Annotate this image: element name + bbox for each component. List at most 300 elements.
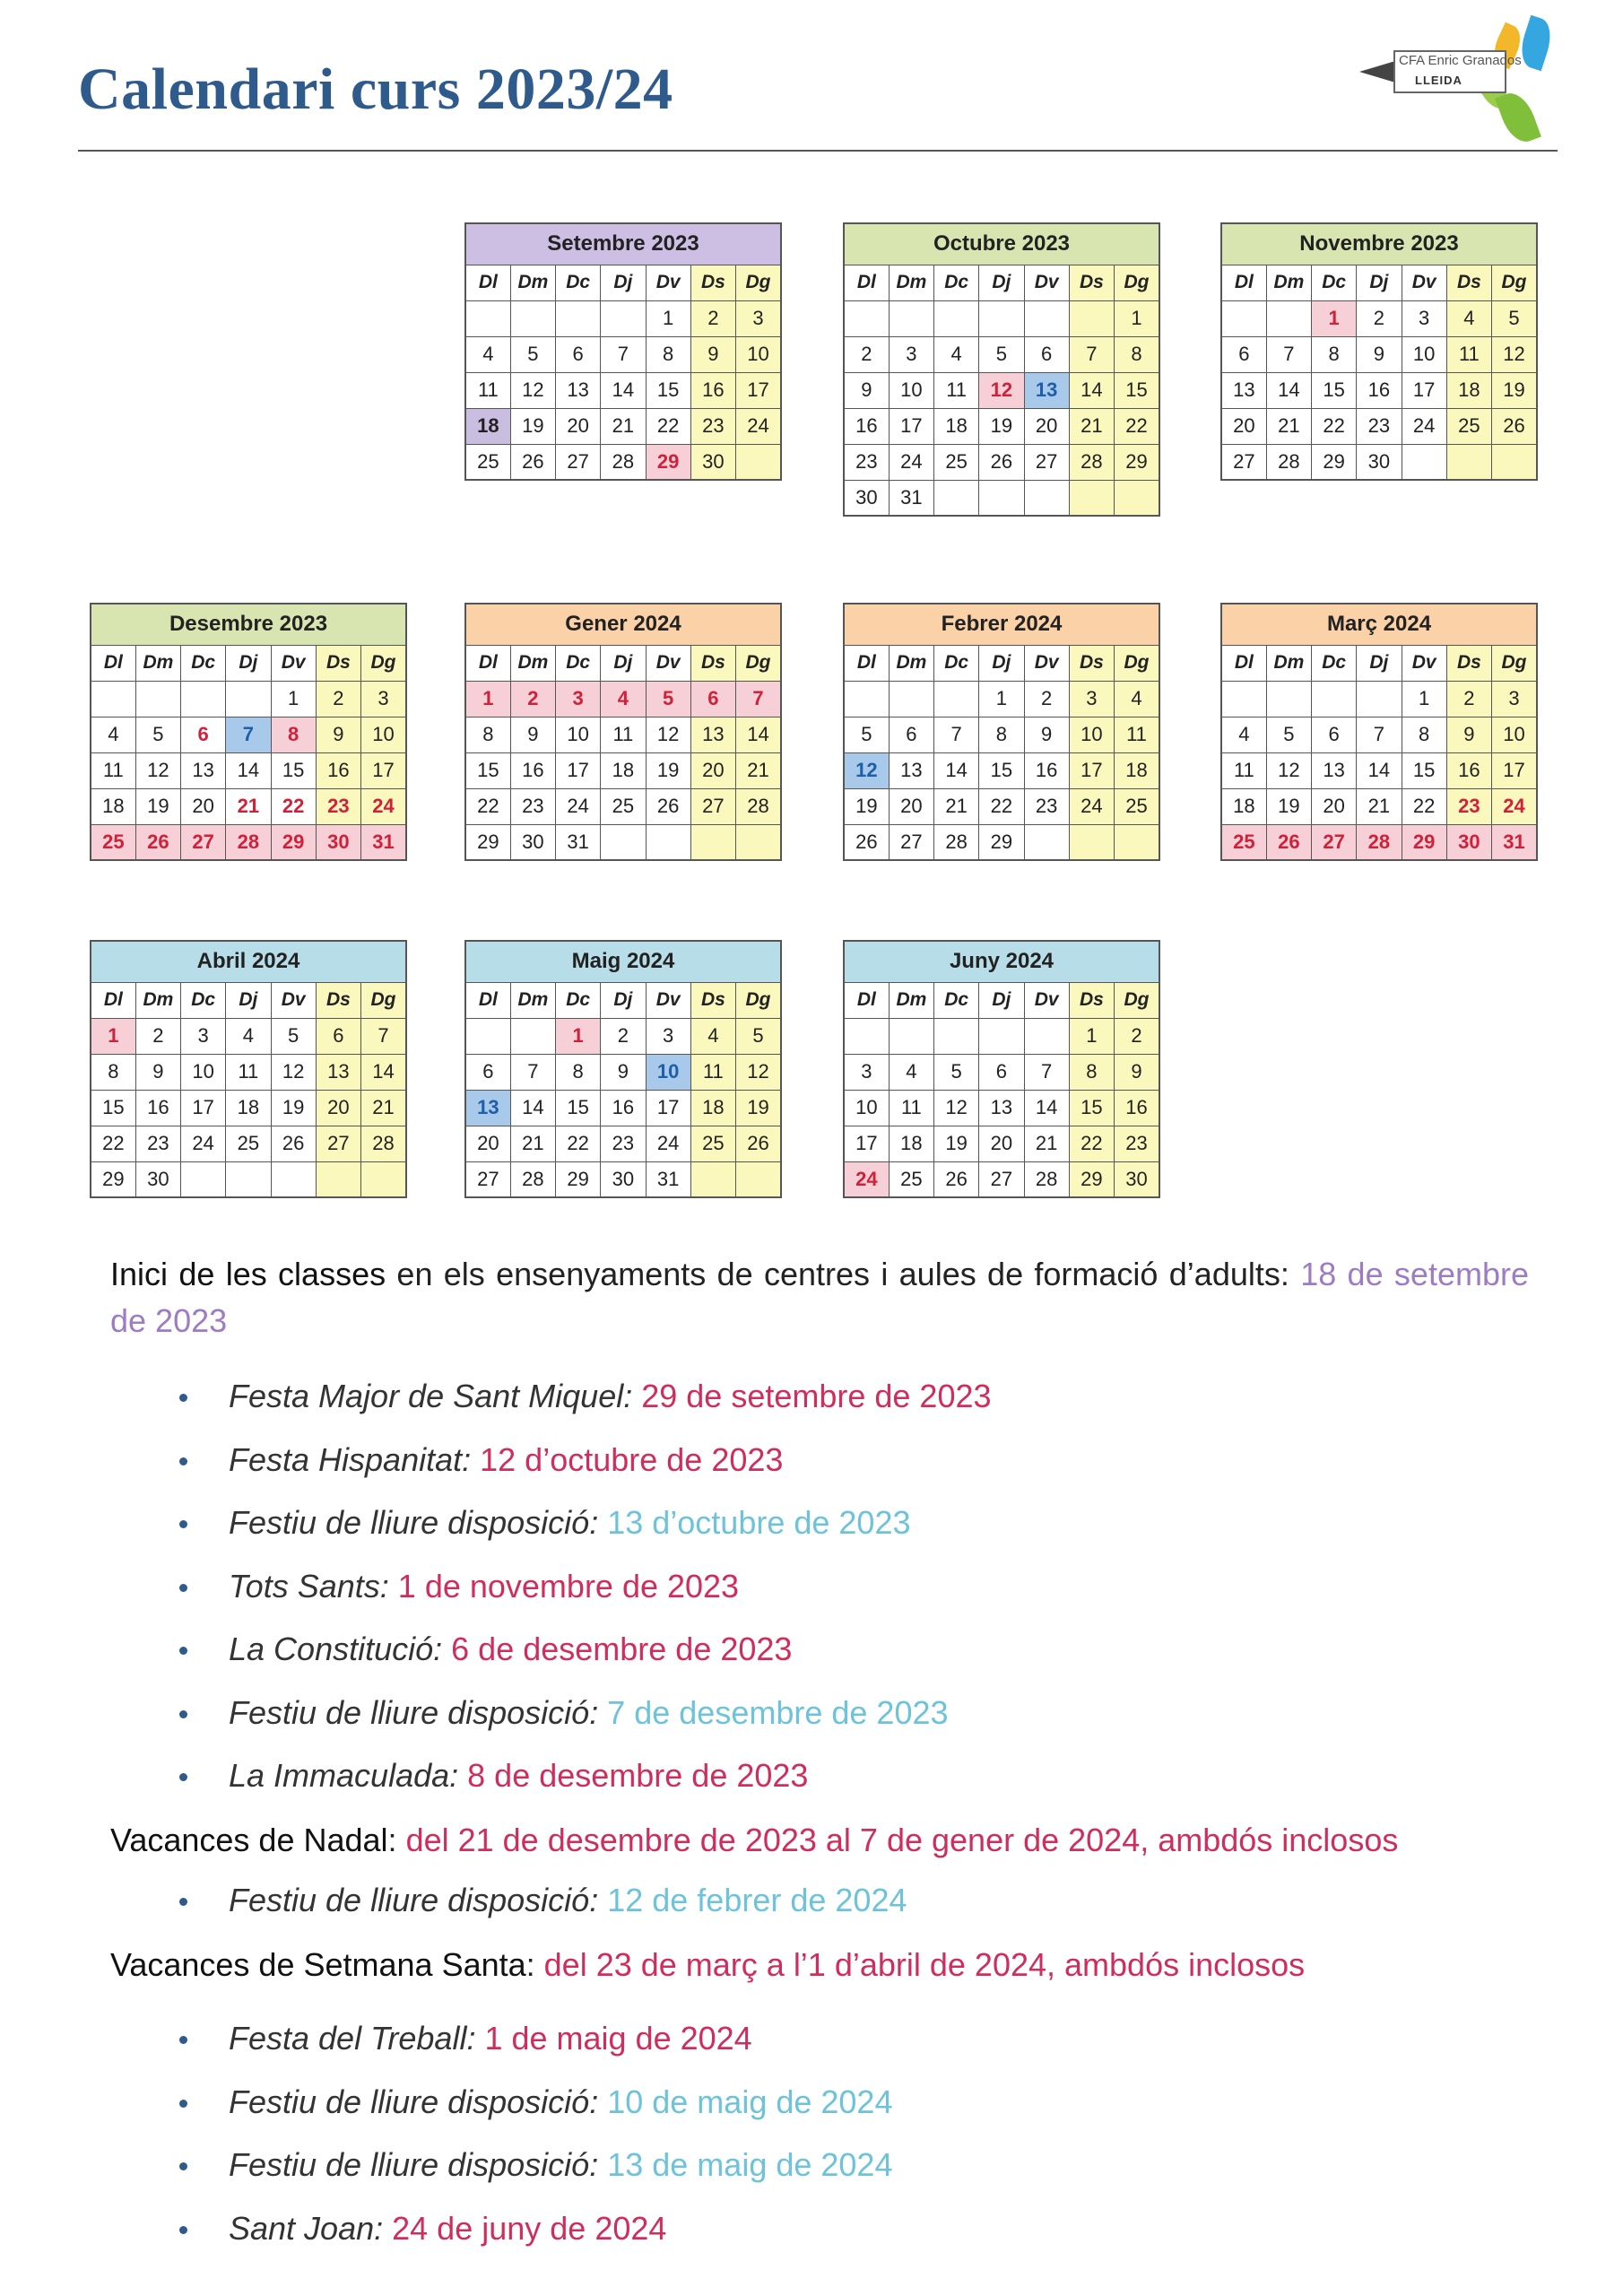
month-title: Octubre 2023 — [844, 223, 1159, 265]
christmas-dates: del 21 de desembre de 2023 al 7 de gener de 2024, ambdós inclosos — [405, 1822, 1399, 1858]
weekday-label: Dc — [1312, 265, 1357, 300]
day-cell: 23 — [1446, 788, 1491, 824]
weekday-label: Dc — [934, 265, 979, 300]
month-title: Setembre 2023 — [465, 223, 781, 265]
week-row — [844, 824, 1159, 860]
day-cell: 7 — [1024, 1054, 1069, 1090]
day-cell: 19 — [646, 752, 690, 788]
day-cell: 14 — [601, 372, 646, 408]
day-cell: 11 — [465, 372, 510, 408]
week-row — [1221, 372, 1537, 408]
week-row — [1221, 717, 1537, 752]
weekday-label: Dc — [934, 645, 979, 681]
empty-day-cell — [934, 681, 979, 717]
day-cell: 4 — [1221, 717, 1266, 752]
day-cell: 15 — [271, 752, 316, 788]
day-cell: 13 — [979, 1090, 1024, 1126]
weekday-label: Dm — [510, 982, 555, 1018]
day-cell: 10 — [1402, 336, 1446, 372]
day-cell: 2 — [510, 681, 555, 717]
weekday-label: Dv — [271, 982, 316, 1018]
day-cell: 15 — [1312, 372, 1357, 408]
day-cell: 29 — [271, 824, 316, 860]
weekday-label: Dl — [844, 982, 889, 1018]
day-cell: 22 — [1115, 408, 1160, 444]
day-cell: 13 — [1312, 752, 1357, 788]
green-leaf-icon — [1495, 88, 1541, 147]
day-cell: 12 — [736, 1054, 782, 1090]
empty-day-cell — [1492, 444, 1538, 480]
weekday-label: Ds — [690, 982, 735, 1018]
day-cell: 3 — [889, 336, 933, 372]
day-cell: 25 — [690, 1126, 735, 1161]
day-cell: 11 — [226, 1054, 271, 1090]
day-cell: 28 — [1266, 444, 1311, 480]
day-cell: 15 — [465, 752, 510, 788]
holiday-name: Festiu de lliure disposició: — [229, 2146, 599, 2183]
day-cell: 11 — [601, 717, 646, 752]
day-cell: 20 — [690, 752, 735, 788]
week-row — [465, 300, 781, 336]
day-cell: 29 — [1069, 1161, 1114, 1197]
week-row — [844, 1054, 1159, 1090]
holiday-date: 29 de setembre de 2023 — [641, 1378, 992, 1414]
day-cell: 9 — [601, 1054, 646, 1090]
day-cell: 23 — [601, 1126, 646, 1161]
day-cell: 14 — [226, 752, 271, 788]
empty-day-cell — [646, 824, 690, 860]
day-cell: 28 — [1069, 444, 1114, 480]
weekday-label: Dg — [361, 982, 407, 1018]
empty-day-cell — [1024, 300, 1069, 336]
weekday-label: Dv — [646, 982, 690, 1018]
day-cell: 31 — [889, 480, 933, 516]
logo-line2: LLEIDA — [1415, 74, 1462, 87]
day-cell: 15 — [1115, 372, 1160, 408]
empty-day-cell — [1266, 681, 1311, 717]
week-row — [91, 752, 406, 788]
week-row — [844, 788, 1159, 824]
day-cell: 23 — [1357, 408, 1402, 444]
week-row — [844, 717, 1159, 752]
blue-leaf-icon — [1515, 15, 1557, 72]
day-cell: 14 — [1266, 372, 1311, 408]
weekday-label: Dj — [226, 982, 271, 1018]
weekday-label: Dg — [1115, 645, 1160, 681]
empty-day-cell — [316, 1161, 360, 1197]
weekday-label: Dl — [844, 645, 889, 681]
day-cell: 5 — [135, 717, 180, 752]
day-cell: 6 — [690, 681, 735, 717]
day-cell: 12 — [646, 717, 690, 752]
day-cell: 18 — [934, 408, 979, 444]
day-cell: 5 — [934, 1054, 979, 1090]
day-cell: 16 — [844, 408, 889, 444]
course-start-date: 18 de setembre de 2023 — [110, 1256, 1529, 1339]
day-cell: 5 — [844, 717, 889, 752]
day-cell: 1 — [91, 1018, 135, 1054]
empty-day-cell — [889, 1018, 933, 1054]
day-cell: 29 — [465, 824, 510, 860]
month-title: Gener 2024 — [465, 604, 781, 645]
weekday-label: Dm — [1266, 645, 1311, 681]
empty-day-cell — [271, 1161, 316, 1197]
day-cell: 27 — [690, 788, 735, 824]
course-start-paragraph — [110, 1251, 1529, 1344]
week-row — [465, 1054, 781, 1090]
day-cell: 27 — [465, 1161, 510, 1197]
day-cell: 22 — [646, 408, 690, 444]
weekday-label: Dv — [1024, 982, 1069, 1018]
empty-day-cell — [1024, 480, 1069, 516]
day-cell: 26 — [1492, 408, 1538, 444]
day-cell: 2 — [844, 336, 889, 372]
day-cell: 8 — [1069, 1054, 1114, 1090]
weekday-label: Ds — [690, 265, 735, 300]
weekday-label: Ds — [1446, 645, 1491, 681]
week-row — [91, 1090, 406, 1126]
day-cell: 21 — [601, 408, 646, 444]
holiday-date: 7 de desembre de 2023 — [607, 1693, 949, 1731]
day-cell: 17 — [181, 1090, 226, 1126]
day-cell: 21 — [1069, 408, 1114, 444]
day-cell: 20 — [889, 788, 933, 824]
day-cell: 30 — [844, 480, 889, 516]
day-cell: 15 — [646, 372, 690, 408]
weekday-label: Dm — [510, 265, 555, 300]
day-cell: 16 — [601, 1090, 646, 1126]
day-cell: 24 — [556, 788, 601, 824]
holiday-item — [179, 2007, 1524, 2071]
weekday-label: Dv — [646, 265, 690, 300]
empty-day-cell — [556, 300, 601, 336]
weekday-label: Dl — [91, 645, 135, 681]
month-title: Maig 2024 — [465, 941, 781, 982]
week-row — [465, 824, 781, 860]
day-cell: 8 — [979, 717, 1024, 752]
day-cell: 3 — [556, 681, 601, 717]
day-cell: 13 — [1024, 372, 1069, 408]
holiday-date: 1 de maig de 2024 — [484, 2020, 752, 2057]
month-title: Abril 2024 — [91, 941, 406, 982]
weekday-label: Ds — [1069, 265, 1114, 300]
holiday-date: 8 de desembre de 2023 — [467, 1757, 809, 1794]
weekday-label: Dv — [271, 645, 316, 681]
weekday-label: Dj — [226, 645, 271, 681]
day-cell: 6 — [1312, 717, 1357, 752]
empty-day-cell — [181, 1161, 226, 1197]
day-cell: 24 — [844, 1161, 889, 1197]
holiday-name: Festa Hispanitat: — [229, 1440, 472, 1478]
day-cell: 26 — [646, 788, 690, 824]
day-cell: 16 — [690, 372, 735, 408]
day-cell: 25 — [934, 444, 979, 480]
day-cell: 27 — [1024, 444, 1069, 480]
empty-day-cell — [934, 300, 979, 336]
day-cell: 4 — [1446, 300, 1491, 336]
week-row — [465, 752, 781, 788]
day-cell: 20 — [181, 788, 226, 824]
day-cell: 8 — [646, 336, 690, 372]
empty-day-cell — [934, 1018, 979, 1054]
week-row — [844, 1126, 1159, 1161]
day-cell: 24 — [181, 1126, 226, 1161]
empty-day-cell — [135, 681, 180, 717]
month-calendar — [464, 940, 782, 1198]
weekday-label: Dv — [1024, 645, 1069, 681]
day-cell: 5 — [979, 336, 1024, 372]
easter-label: Vacances de Setmana Santa — [110, 1946, 526, 1983]
day-cell: 6 — [556, 336, 601, 372]
day-cell: 1 — [465, 681, 510, 717]
day-cell: 7 — [601, 336, 646, 372]
empty-day-cell — [1266, 300, 1311, 336]
day-cell: 7 — [736, 681, 782, 717]
day-cell: 16 — [1446, 752, 1491, 788]
empty-day-cell — [690, 824, 735, 860]
empty-day-cell — [1069, 824, 1114, 860]
weekday-label: Dm — [135, 645, 180, 681]
day-cell: 8 — [1115, 336, 1160, 372]
empty-day-cell — [181, 681, 226, 717]
day-cell: 13 — [181, 752, 226, 788]
day-cell: 1 — [646, 300, 690, 336]
week-row — [844, 408, 1159, 444]
day-cell: 22 — [465, 788, 510, 824]
day-cell: 29 — [1115, 444, 1160, 480]
day-cell: 17 — [889, 408, 933, 444]
holiday-name: Festiu de lliure disposició: — [229, 1504, 599, 1541]
weekday-label: Ds — [316, 982, 360, 1018]
empty-day-cell — [1357, 681, 1402, 717]
day-cell: 7 — [1357, 717, 1402, 752]
week-row — [844, 444, 1159, 480]
day-cell: 3 — [736, 300, 782, 336]
day-cell: 5 — [1492, 300, 1538, 336]
day-cell: 10 — [361, 717, 407, 752]
day-cell: 25 — [1115, 788, 1160, 824]
day-cell: 3 — [844, 1054, 889, 1090]
day-cell: 1 — [979, 681, 1024, 717]
weekday-label: Dg — [1492, 265, 1538, 300]
day-cell: 10 — [556, 717, 601, 752]
week-row — [465, 444, 781, 480]
day-cell: 30 — [1446, 824, 1491, 860]
week-row — [91, 717, 406, 752]
empty-day-cell — [1221, 681, 1266, 717]
weekday-label: Dl — [1221, 645, 1266, 681]
week-row — [1221, 752, 1537, 788]
weekday-label: Dm — [510, 645, 555, 681]
week-row — [1221, 444, 1537, 480]
weekday-label: Dj — [601, 982, 646, 1018]
weekday-label: Dm — [889, 982, 933, 1018]
day-cell: 13 — [556, 372, 601, 408]
day-cell: 10 — [181, 1054, 226, 1090]
day-cell: 25 — [91, 824, 135, 860]
day-cell: 26 — [135, 824, 180, 860]
day-cell: 6 — [181, 717, 226, 752]
day-cell: 27 — [316, 1126, 360, 1161]
holiday-name: Festiu de lliure disposició: — [229, 1693, 599, 1731]
week-row — [91, 788, 406, 824]
day-cell: 19 — [510, 408, 555, 444]
day-cell: 17 — [556, 752, 601, 788]
day-cell: 14 — [1357, 752, 1402, 788]
empty-day-cell — [844, 300, 889, 336]
week-row — [91, 1126, 406, 1161]
holiday-name: La Constitució: — [229, 1631, 443, 1667]
day-cell: 28 — [1024, 1161, 1069, 1197]
holiday-name: Festa del Treball: — [229, 2020, 476, 2057]
day-cell: 6 — [1024, 336, 1069, 372]
empty-day-cell — [361, 1161, 407, 1197]
day-cell: 28 — [934, 824, 979, 860]
day-cell: 20 — [465, 1126, 510, 1161]
day-cell: 7 — [226, 717, 271, 752]
weekday-label: Dc — [181, 982, 226, 1018]
empty-day-cell — [934, 480, 979, 516]
day-cell: 22 — [1312, 408, 1357, 444]
day-cell: 2 — [1024, 681, 1069, 717]
day-cell: 20 — [1312, 788, 1357, 824]
day-cell: 13 — [889, 752, 933, 788]
holiday-item — [179, 2197, 1524, 2261]
day-cell: 25 — [465, 444, 510, 480]
day-cell: 17 — [1492, 752, 1538, 788]
day-cell: 6 — [979, 1054, 1024, 1090]
day-cell: 14 — [1024, 1090, 1069, 1126]
empty-day-cell — [736, 824, 782, 860]
day-cell: 11 — [889, 1090, 933, 1126]
day-cell: 14 — [1069, 372, 1114, 408]
easter-holidays-paragraph — [110, 1942, 1529, 1988]
month-title: Març 2024 — [1221, 604, 1537, 645]
weekday-label: Dm — [1266, 265, 1311, 300]
holiday-item — [179, 1682, 1524, 1745]
day-cell: 24 — [736, 408, 782, 444]
day-cell: 3 — [1402, 300, 1446, 336]
day-cell: 19 — [1266, 788, 1311, 824]
day-cell: 17 — [646, 1090, 690, 1126]
day-cell: 23 — [510, 788, 555, 824]
day-cell: 12 — [1492, 336, 1538, 372]
weekday-label: Dj — [1357, 645, 1402, 681]
day-cell: 27 — [1312, 824, 1357, 860]
day-cell: 3 — [361, 681, 407, 717]
day-cell: 18 — [465, 408, 510, 444]
day-cell: 21 — [1024, 1126, 1069, 1161]
day-cell: 16 — [1115, 1090, 1160, 1126]
day-cell: 20 — [1221, 408, 1266, 444]
day-cell: 21 — [226, 788, 271, 824]
day-cell: 12 — [271, 1054, 316, 1090]
day-cell: 22 — [91, 1126, 135, 1161]
empty-day-cell — [1446, 444, 1491, 480]
empty-day-cell — [1312, 681, 1357, 717]
holiday-date: 24 de juny de 2024 — [392, 2209, 667, 2247]
day-cell: 21 — [361, 1090, 407, 1126]
holiday-date: 1 de novembre de 2023 — [397, 1567, 740, 1605]
day-cell: 18 — [91, 788, 135, 824]
day-cell: 18 — [1221, 788, 1266, 824]
week-row — [844, 480, 1159, 516]
weekday-label: Dv — [1024, 265, 1069, 300]
weekday-label: Ds — [1446, 265, 1491, 300]
holiday-item — [179, 1555, 1524, 1619]
month-calendar — [843, 603, 1160, 861]
day-cell: 1 — [1402, 681, 1446, 717]
weekday-label: Dv — [1402, 645, 1446, 681]
day-cell: 21 — [934, 788, 979, 824]
day-cell: 3 — [646, 1018, 690, 1054]
day-cell: 14 — [934, 752, 979, 788]
day-cell: 29 — [1402, 824, 1446, 860]
easter-dates: del 23 de març a l’1 d’abril de 2024, ambdós inclosos — [543, 1946, 1306, 1983]
week-row — [844, 1161, 1159, 1197]
day-cell: 9 — [135, 1054, 180, 1090]
empty-day-cell — [844, 1018, 889, 1054]
week-row — [1221, 824, 1537, 860]
day-cell: 4 — [465, 336, 510, 372]
day-cell: 27 — [181, 824, 226, 860]
day-cell: 14 — [510, 1090, 555, 1126]
day-cell: 16 — [135, 1090, 180, 1126]
holiday-item — [179, 1869, 1524, 1933]
holiday-item — [179, 2071, 1524, 2135]
day-cell: 18 — [1115, 752, 1160, 788]
week-row — [465, 1018, 781, 1054]
day-cell: 2 — [1446, 681, 1491, 717]
header-divider — [78, 150, 1558, 152]
day-cell: 9 — [844, 372, 889, 408]
spring-holidays-list — [179, 2007, 1524, 2260]
day-cell: 17 — [736, 372, 782, 408]
day-cell: 4 — [934, 336, 979, 372]
day-cell: 8 — [1402, 717, 1446, 752]
day-cell: 7 — [934, 717, 979, 752]
week-row — [465, 1090, 781, 1126]
day-cell: 1 — [271, 681, 316, 717]
empty-day-cell — [465, 300, 510, 336]
day-cell: 8 — [465, 717, 510, 752]
empty-day-cell — [1024, 824, 1069, 860]
holiday-item — [179, 1492, 1524, 1555]
day-cell: 21 — [1357, 788, 1402, 824]
day-cell: 26 — [271, 1126, 316, 1161]
day-cell: 30 — [1115, 1161, 1160, 1197]
day-cell: 27 — [1221, 444, 1266, 480]
day-cell: 6 — [465, 1054, 510, 1090]
day-cell: 7 — [510, 1054, 555, 1090]
day-cell: 24 — [646, 1126, 690, 1161]
weekday-label: Dc — [556, 982, 601, 1018]
month-calendar — [1220, 603, 1538, 861]
day-cell: 23 — [135, 1126, 180, 1161]
weekday-label: Dm — [135, 982, 180, 1018]
day-cell: 22 — [979, 788, 1024, 824]
day-cell: 6 — [889, 717, 933, 752]
easter-separator: : — [525, 1946, 544, 1983]
weekday-label: Dl — [465, 982, 510, 1018]
day-cell: 17 — [844, 1126, 889, 1161]
weekday-label: Ds — [690, 645, 735, 681]
day-cell: 13 — [1221, 372, 1266, 408]
day-cell: 3 — [1492, 681, 1538, 717]
day-cell: 16 — [1024, 752, 1069, 788]
day-cell: 13 — [465, 1090, 510, 1126]
day-cell: 27 — [889, 824, 933, 860]
